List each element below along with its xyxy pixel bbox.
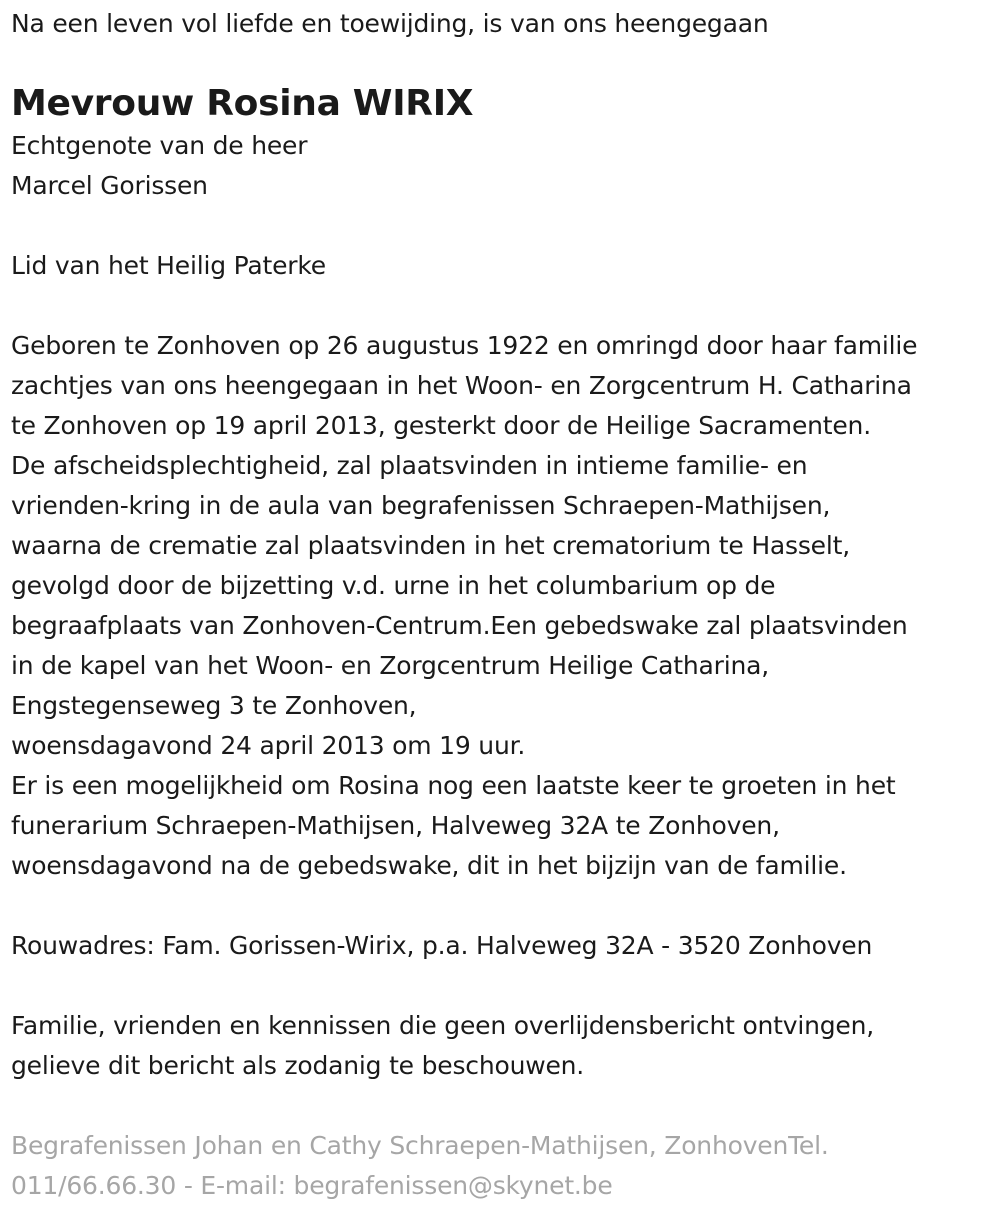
- body-line: gevolgd door de bijzetting v.d. urne in het columbarium op de: [11, 571, 776, 600]
- body-line: vrienden-kring in de aula van begrafenissen Schraepen-Mathijsen,: [11, 491, 831, 520]
- body-line: De afscheidsplechtigheid, zal plaatsvinden in intieme familie- en: [11, 451, 808, 480]
- notice-section: [11, 1006, 991, 1086]
- notice-line: Familie, vrienden en kennissen die geen overlijdensbericht ontvingen,: [11, 1011, 875, 1040]
- footer-line: Begrafenissen Johan en Cathy Schraepen-Mathijsen, ZonhovenTel.: [11, 1131, 829, 1160]
- body-line: Er is een mogelijkheid om Rosina nog een laatste keer te groeten in het: [11, 771, 896, 800]
- membership-text: Lid van het Heilig Paterke: [11, 251, 326, 280]
- intro-text: Na een leven vol liefde en toewijding, is van ons heengegaan: [11, 9, 769, 38]
- mourning-address: Rouwadres: Fam. Gorissen-Wirix, p.a. Halveweg 32A - 3520 Zonhoven: [11, 931, 873, 960]
- body-line: Engstegenseweg 3 te Zonhoven,: [11, 691, 417, 720]
- funeral-home-footer: [11, 1126, 991, 1206]
- body-line: Geboren te Zonhoven op 26 augustus 1922 en omringd door haar familie: [11, 331, 918, 360]
- spouse-section: [11, 126, 991, 206]
- obituary-notice: [11, 0, 991, 1206]
- spouse-line: Echtgenote van de heer: [11, 131, 308, 160]
- spouse-name: Marcel Gorissen: [11, 171, 208, 200]
- body-line: woensdagavond 24 april 2013 om 19 uur.: [11, 731, 526, 760]
- notice-line: gelieve dit bericht als zodanig te beschouwen.: [11, 1051, 585, 1080]
- body-line: waarna de crematie zal plaatsvinden in het crematorium te Hasselt,: [11, 531, 850, 560]
- body-line: woensdagavond na de gebedswake, dit in het bijzijn van de familie.: [11, 851, 847, 880]
- body-line: zachtjes van ons heengegaan in het Woon- en Zorgcentrum H. Catharina: [11, 371, 912, 400]
- body-line: te Zonhoven op 19 april 2013, gesterkt door de Heilige Sacramenten.: [11, 411, 871, 440]
- obituary-body: [11, 326, 991, 886]
- body-line: funerarium Schraepen-Mathijsen, Halveweg 32A te Zonhoven,: [11, 811, 780, 840]
- footer-contact: 011/66.66.30 - E-mail: begrafenissen@skynet.be: [11, 1171, 613, 1200]
- deceased-name: Mevrouw Rosina WIRIX: [11, 83, 474, 124]
- body-line: in de kapel van het Woon- en Zorgcentrum Heilige Catharina,: [11, 651, 769, 680]
- body-line: begraafplaats van Zonhoven-Centrum.Een gebedswake zal plaatsvinden: [11, 611, 908, 640]
